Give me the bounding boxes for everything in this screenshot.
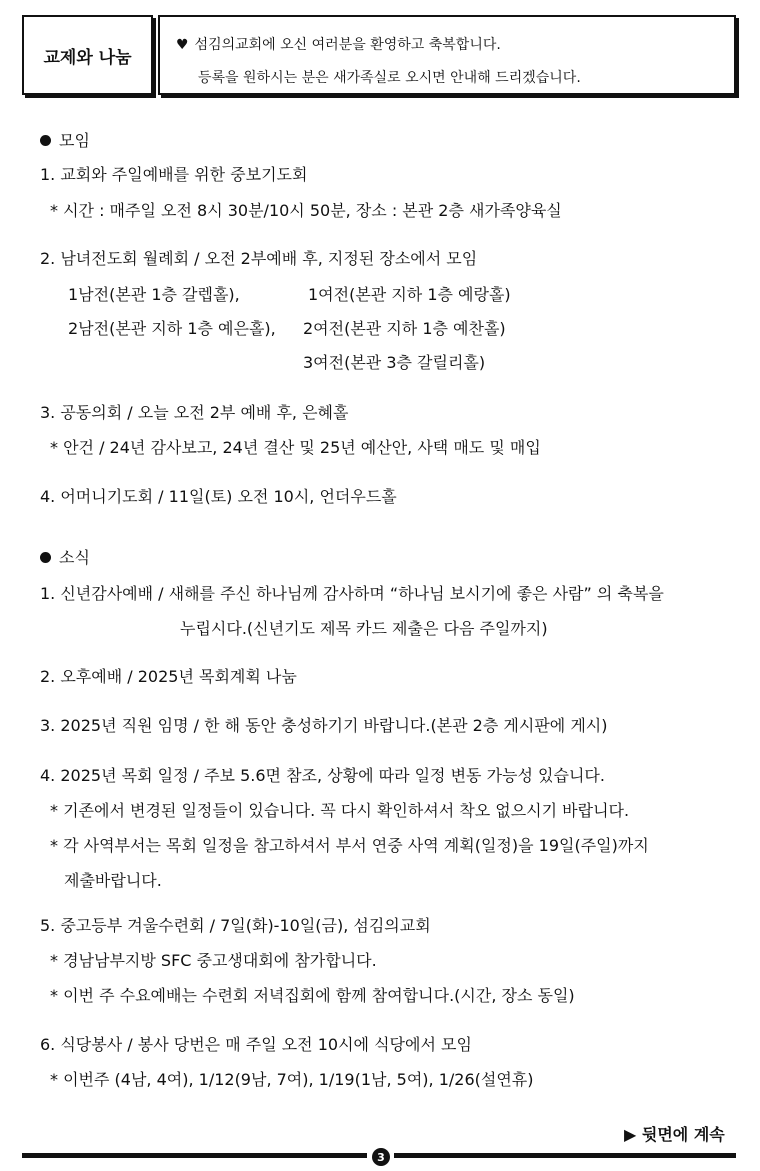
meeting-item-4: 4. 어머니기도회 / 11일(토) 오전 10시, 언더우드홀	[40, 487, 397, 506]
news-item-3: 3. 2025년 직원 임명 / 한 해 동안 충성하기기 바랍니다.(본관 2층 게시판에 게시)	[40, 716, 608, 735]
news-item-1-cont: 누립시다.(신년기도 제목 카드 제출은 다음 주일까지)	[180, 619, 548, 638]
page-footer	[22, 1150, 736, 1162]
welcome-line-1	[176, 34, 501, 54]
news-heading: 소식	[40, 545, 90, 568]
meeting-item-2-2w: 2여전(본관 지하 1층 예찬홀)	[303, 319, 506, 338]
bullet-icon	[40, 135, 51, 146]
news-item-5: 5. 중고등부 겨울수련회 / 7일(화)-10일(금), 섬김의교회	[40, 916, 431, 935]
news-item-4-note-1: * 기존에서 변경된 일정들이 있습니다. 꼭 다시 확인하셔서 착오 없으시기 바랍니다.	[50, 801, 630, 820]
news-item-4-note-2-cont: 제출바랍니다.	[64, 871, 162, 890]
news-item-5-note-2: * 이번 주 수요예배는 수련회 저녁집회에 함께 참여합니다.(시간, 장소 동일)	[50, 986, 575, 1005]
footer-rule-left	[22, 1153, 367, 1158]
meeting-item-2-1w: 1여전(본관 지하 1층 예랑홀)	[308, 285, 511, 304]
welcome-text-1: 섬김의교회에 오신 여러분을 환영하고 축복합니다.	[194, 37, 501, 53]
meeting-item-3: 3. 공동의회 / 오늘 오전 2부 예배 후, 은혜홀	[40, 403, 349, 422]
news-item-5-note-1: * 경남남부지방 SFC 중고생대회에 참가합니다.	[50, 951, 377, 970]
page-number: 3	[372, 1148, 390, 1166]
meeting-heading: 모임	[40, 128, 90, 151]
news-item-1: 1. 신년감사예배 / 새해를 주신 하나님께 감사하며 “하나님 보시기에 좋은 사람” 의 축복을	[40, 584, 664, 603]
welcome-line-2: 등록을 원하시는 분은 새가족실로 오시면 안내해 드리겠습니다.	[198, 70, 581, 86]
meeting-item-2-3w: 3여전(본관 3층 갈릴리홀)	[303, 353, 486, 372]
bullet-icon	[40, 552, 51, 563]
meeting-item-2: 2. 남녀전도회 월례회 / 오전 2부예배 후, 지정된 장소에서 모임	[40, 249, 478, 268]
news-item-6-note: * 이번주 (4남, 4여), 1/12(9남, 7여), 1/19(1남, 5여), 1/26(설연휴)	[50, 1070, 534, 1089]
section-title-box	[22, 15, 153, 95]
meeting-item-1: 1. 교회와 주일예배를 위한 중보기도회	[40, 165, 308, 184]
news-item-6: 6. 식당봉사 / 봉사 당번은 매 주일 오전 10시에 식당에서 모임	[40, 1035, 472, 1054]
news-item-2: 2. 오후예배 / 2025년 목회계획 나눔	[40, 667, 297, 686]
meeting-item-2-1m: 1남전(본관 1층 갈렙홀),	[68, 285, 240, 304]
welcome-box	[158, 15, 736, 95]
continue-note: ▶ 뒷면에 계속	[624, 1125, 725, 1144]
news-item-4-note-2: * 각 사역부서는 목회 일정을 참고하셔서 부서 연중 사역 계획(일정)을 19일(주일)까지	[50, 836, 649, 855]
meeting-item-2-2m: 2남전(본관 지하 1층 예은홀),	[68, 319, 276, 338]
news-item-4: 4. 2025년 목회 일정 / 주보 5.6면 참조, 상황에 따라 일정 변동 가능성 있습니다.	[40, 766, 605, 785]
section-title: 교제와 나눔	[43, 47, 132, 68]
meeting-item-1-note: * 시간 : 매주일 오전 8시 30분/10시 50분, 장소 : 본관 2층 새가족양육실	[50, 201, 562, 220]
footer-rule-right	[394, 1153, 736, 1158]
heart-icon: ♥	[176, 37, 189, 53]
meeting-item-3-note: * 안건 / 24년 감사보고, 24년 결산 및 25년 예산안, 사택 매도 및 매입	[50, 438, 541, 457]
